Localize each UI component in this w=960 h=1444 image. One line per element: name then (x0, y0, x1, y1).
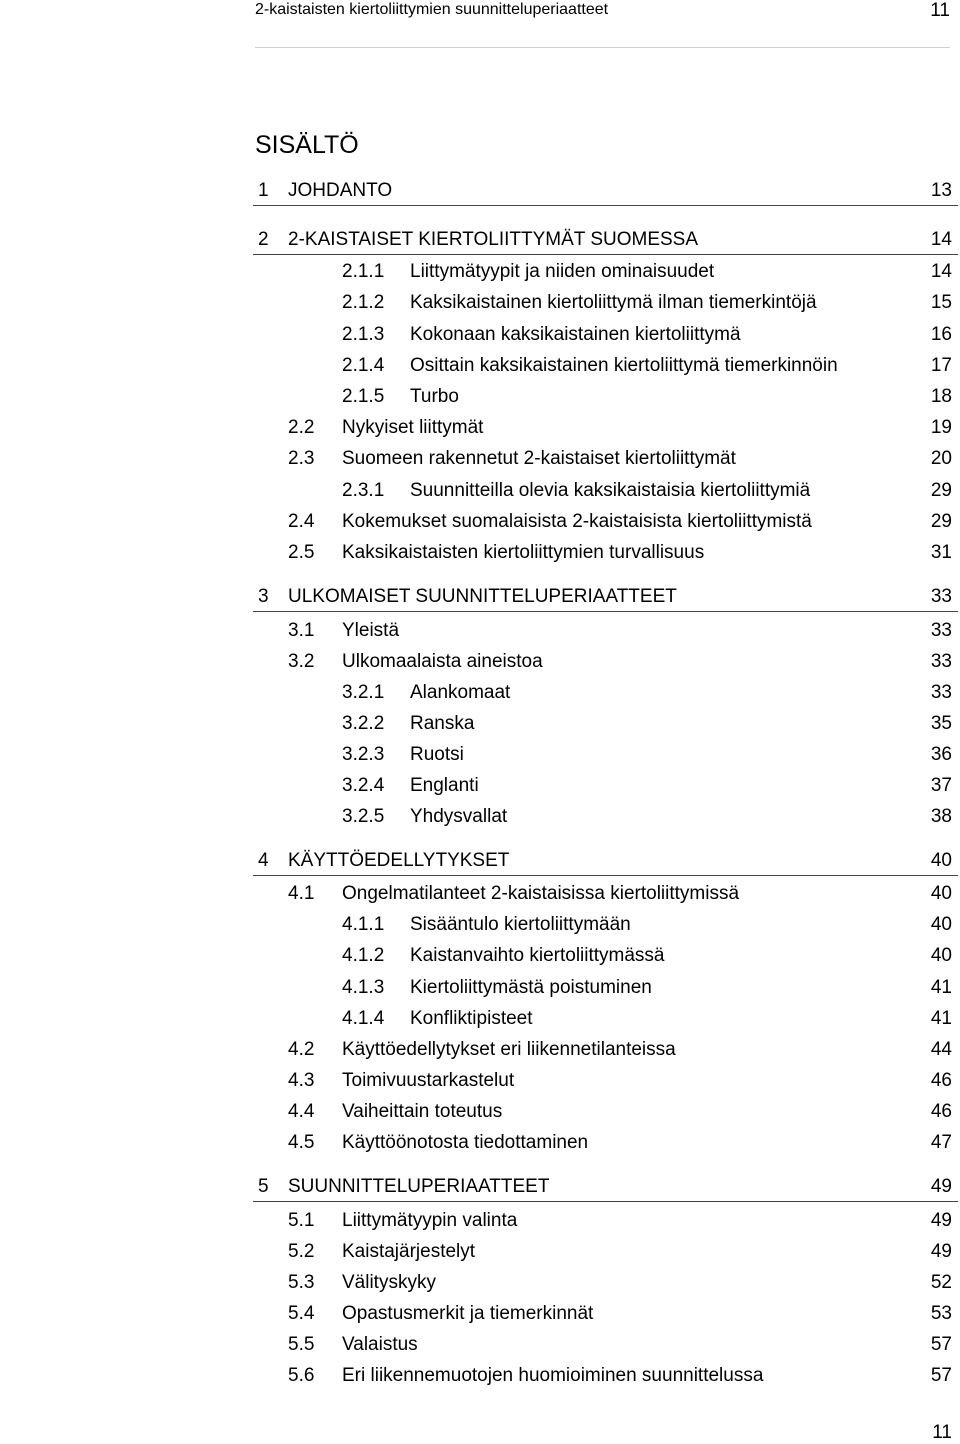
toc-entry-page: 33 (930, 620, 952, 641)
toc-entry-page: 46 (930, 1101, 952, 1122)
toc-entry[interactable] (0, 416, 952, 440)
toc-entry[interactable] (0, 323, 952, 347)
toc-entry-title: Yhdysvallat (410, 806, 508, 827)
toc-entry-title: Käyttöedellytykset eri liikennetilanteissa (342, 1039, 676, 1060)
toc-entry-page: 57 (930, 1334, 952, 1355)
toc-entry[interactable] (0, 1271, 952, 1295)
toc-entry-title: Opastusmerkit ja tiemerkinnät (342, 1303, 594, 1324)
toc-entry-page: 29 (930, 511, 952, 532)
toc-entry-page: 52 (930, 1272, 952, 1293)
toc-entry-chapter[interactable] (0, 1175, 952, 1199)
toc-entry-page: 40 (930, 914, 952, 935)
toc-entry-title: Osittain kaksikaistainen kiertoliittymä tiemerkinnöin (410, 355, 838, 376)
toc-entry-page: 33 (930, 682, 952, 703)
toc-entry-page: 40 (930, 945, 952, 966)
toc-entry-number: 1 (258, 180, 269, 201)
toc-entry-number: 5.6 (288, 1365, 315, 1386)
toc-entry-page: 46 (930, 1070, 952, 1091)
toc-entry[interactable] (0, 291, 952, 315)
toc-entry-page: 44 (930, 1039, 952, 1060)
toc-entry-number: 3.2.4 (342, 775, 385, 796)
toc-entry[interactable] (0, 1100, 952, 1124)
toc-entry-title: Ruotsi (410, 744, 464, 765)
running-header-title: 2-kaistaisten kiertoliittymien suunnitteluperiaatteet (255, 1, 609, 18)
toc-entry-title: Valaistus (342, 1334, 418, 1355)
toc-entry-page: 49 (930, 1210, 952, 1231)
toc-entry-title: JOHDANTO (288, 180, 393, 201)
toc-entry-title: Kokemukset suomalaisista 2-kaistaisista kiertoliittymistä (342, 511, 812, 532)
toc-entry-page: 49 (930, 1241, 952, 1262)
toc-entry[interactable] (0, 1131, 952, 1155)
chapter-underline (253, 875, 958, 876)
toc-entry-number: 3.2.3 (342, 744, 385, 765)
toc-entry-page: 14 (930, 261, 952, 282)
running-header-page-number: 11 (930, 0, 950, 21)
toc-entry-page: 37 (930, 775, 952, 796)
toc-entry-number: 4.3 (288, 1070, 315, 1091)
toc-entry[interactable] (0, 681, 952, 705)
toc-entry-page: 36 (930, 744, 952, 765)
toc-entry-title: Kaistajärjestelyt (342, 1241, 476, 1262)
toc-entry-title: Välityskyky (342, 1272, 436, 1293)
toc-heading: SISÄLTÖ (255, 131, 359, 159)
toc-entry-page: 38 (930, 806, 952, 827)
toc-entry-number: 5.3 (288, 1272, 315, 1293)
toc-entry-title: Suomeen rakennetut 2-kaistaiset kiertoliittymät (342, 448, 736, 469)
toc-entry-title: 2-KAISTAISET KIERTOLIITTYMÄT SUOMESSA (288, 229, 699, 250)
toc-entry-number: 5.5 (288, 1334, 315, 1355)
toc-entry[interactable] (0, 1302, 952, 1326)
toc-entry-title: Liittymätyypit ja niiden ominaisuudet (410, 261, 715, 282)
toc-entry-number: 2.2 (288, 417, 315, 438)
toc-entry-page: 53 (930, 1303, 952, 1324)
toc-entry-page: 14 (930, 229, 952, 250)
toc-entry-number: 4.1.3 (342, 977, 385, 998)
toc-entry-title: Vaiheittain toteutus (342, 1101, 503, 1122)
toc-entry[interactable] (0, 619, 952, 643)
toc-entry-title: Suunnitteilla olevia kaksikaistaisia kiertoliittymiä (410, 480, 811, 501)
toc-entry-number: 2.4 (288, 511, 315, 532)
toc-entry-page: 18 (930, 386, 952, 407)
toc-entry-number: 5.2 (288, 1241, 315, 1262)
toc-entry-page: 40 (930, 850, 952, 871)
toc-entry-title: Ongelmatilanteet 2-kaistaisissa kiertoliittymissä (342, 883, 740, 904)
toc-entry-number: 5.4 (288, 1303, 315, 1324)
toc-entry[interactable] (0, 774, 952, 798)
toc-entry[interactable] (0, 1333, 952, 1357)
toc-entry-title: Kokonaan kaksikaistainen kiertoliittymä (410, 324, 741, 345)
toc-entry[interactable] (0, 1038, 952, 1062)
toc-entry[interactable] (0, 1007, 952, 1031)
toc-entry-number: 3.2.1 (342, 682, 385, 703)
toc-entry-title: SUUNNITTELUPERIAATTEET (288, 1176, 550, 1197)
toc-entry-number: 4 (258, 850, 269, 871)
toc-entry[interactable] (0, 913, 952, 937)
toc-entry-page: 17 (930, 355, 952, 376)
toc-entry-page: 40 (930, 883, 952, 904)
toc-entry-number: 4.1.4 (342, 1008, 385, 1029)
toc-entry[interactable] (0, 541, 952, 565)
toc-entry-number: 3.2.5 (342, 806, 385, 827)
toc-entry-number: 2.1.5 (342, 386, 385, 407)
toc-entry-title: Turbo (410, 386, 459, 407)
toc-entry-number: 2.3 (288, 448, 315, 469)
toc-entry-page: 35 (930, 713, 952, 734)
toc-entry[interactable] (0, 944, 952, 968)
toc-entry-title: ULKOMAISET SUUNNITTELUPERIAATTEET (288, 586, 677, 607)
toc-entry-page: 19 (930, 417, 952, 438)
toc-entry-page: 41 (930, 977, 952, 998)
toc-entry-page: 49 (930, 1176, 952, 1197)
toc-entry-title: Yleistä (342, 620, 400, 641)
toc-entry[interactable] (0, 743, 952, 767)
toc-entry-page: 13 (930, 180, 952, 201)
toc-entry-title: KÄYTTÖEDELLYTYKSET (288, 850, 510, 871)
toc-entry-page: 57 (930, 1365, 952, 1386)
toc-entry-title: Alankomaat (410, 682, 511, 703)
toc-entry[interactable] (0, 650, 952, 674)
toc-entry-title: Englanti (410, 775, 479, 796)
toc-entry[interactable] (0, 1069, 952, 1093)
toc-entry-title: Eri liikennemuotojen huomioiminen suunnittelussa (342, 1365, 764, 1386)
toc-entry-number: 2.5 (288, 542, 315, 563)
toc-entry-page: 20 (930, 448, 952, 469)
toc-entry-number: 3.1 (288, 620, 315, 641)
toc-entry-number: 2.1.2 (342, 292, 385, 313)
toc-entry-number: 3 (258, 586, 269, 607)
toc-entry-title: Sisääntulo kiertoliittymään (410, 914, 631, 935)
toc-entry-chapter[interactable] (0, 849, 952, 873)
toc-entry[interactable] (0, 976, 952, 1000)
toc-entry-title: Konfliktipisteet (410, 1008, 533, 1029)
toc-entry-page: 33 (930, 586, 952, 607)
toc-entry-number: 5.1 (288, 1210, 315, 1231)
footer-page-number: 11 (932, 1422, 952, 1443)
toc-entry-number: 3.2.2 (342, 713, 385, 734)
toc-entry-page: 33 (930, 651, 952, 672)
toc-entry-title: Kaksikaistainen kiertoliittymä ilman tiemerkintöjä (410, 292, 817, 313)
toc-entry-chapter[interactable] (0, 585, 952, 609)
toc-entry-title: Ranska (410, 713, 475, 734)
toc-entry[interactable] (0, 260, 952, 284)
toc-entry[interactable] (0, 1209, 952, 1233)
toc-entry[interactable] (0, 805, 952, 829)
chapter-underline (253, 205, 958, 206)
toc-entry-page: 47 (930, 1132, 952, 1153)
toc-entry-number: 2.1.4 (342, 355, 385, 376)
toc-entry-number: 2.3.1 (342, 480, 385, 501)
chapter-underline (253, 1201, 958, 1202)
toc-entry[interactable] (0, 882, 952, 906)
toc-entry-number: 4.1 (288, 883, 315, 904)
toc-entry-title: Liittymätyypin valinta (342, 1210, 518, 1231)
toc-entry[interactable] (0, 447, 952, 471)
toc-entry-title: Kaksikaistaisten kiertoliittymien turvallisuus (342, 542, 705, 563)
chapter-underline (253, 254, 958, 255)
toc-entry[interactable] (0, 1364, 952, 1388)
toc-entry-number: 2.1.3 (342, 324, 385, 345)
toc-entry-number: 4.4 (288, 1101, 315, 1122)
toc-entry-number: 3.2 (288, 651, 315, 672)
toc-entry-page: 15 (930, 292, 952, 313)
toc-entry-number: 2.1.1 (342, 261, 385, 282)
toc-entry-chapter[interactable] (0, 228, 952, 252)
toc-entry-number: 5 (258, 1176, 269, 1197)
toc-entry[interactable] (0, 712, 952, 736)
toc-entry[interactable] (0, 1240, 952, 1264)
toc-entry-number: 4.5 (288, 1132, 315, 1153)
toc-entry-number: 2 (258, 229, 269, 250)
toc-entry-page: 29 (930, 480, 952, 501)
toc-entry-title: Ulkomaalaista aineistoa (342, 651, 543, 672)
toc-entry-title: Nykyiset liittymät (342, 417, 484, 438)
toc-entry[interactable] (0, 354, 952, 378)
header-divider (255, 47, 950, 48)
toc-entry-number: 4.1.2 (342, 945, 385, 966)
toc-entry-page: 16 (930, 324, 952, 345)
toc-entry-title: Kaistanvaihto kiertoliittymässä (410, 945, 665, 966)
chapter-underline (253, 611, 958, 612)
toc-entry-title: Käyttöönotosta tiedottaminen (342, 1132, 589, 1153)
toc-entry[interactable] (0, 479, 952, 503)
toc-entry-title: Kiertoliittymästä poistuminen (410, 977, 652, 998)
toc-entry[interactable] (0, 510, 952, 534)
toc-entry-number: 4.1.1 (342, 914, 385, 935)
toc-entry-page: 31 (930, 542, 952, 563)
toc-entry-chapter[interactable] (0, 179, 952, 203)
toc-entry-page: 41 (930, 1008, 952, 1029)
toc-entry[interactable] (0, 385, 952, 409)
toc-entry-title: Toimivuustarkastelut (342, 1070, 515, 1091)
toc-entry-number: 4.2 (288, 1039, 315, 1060)
